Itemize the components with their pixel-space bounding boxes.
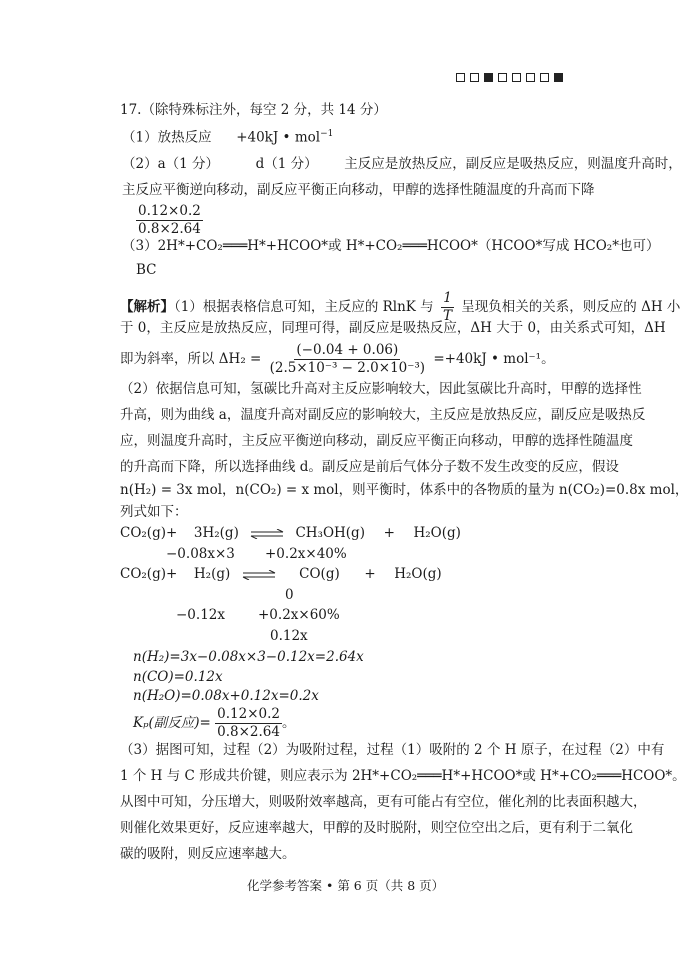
- part1-exp: −1: [320, 129, 334, 139]
- indicator-box: [456, 73, 465, 82]
- analysis-line3: [120, 342, 555, 377]
- fraction-denominator: T: [442, 307, 452, 324]
- reaction1: [120, 527, 461, 541]
- analysis-p2-line: 升高，则为曲线 a，温度升高对副反应的影响较大，主反应是放热反应，副反应是吸热反: [120, 407, 646, 423]
- assumption-line: n(H₂) = 3x mol，n(CO₂) = x mol，则平衡时，体系中的各物质的量为 n(CO₂)=0.8x mol，: [120, 482, 689, 498]
- kp-end: 。: [281, 714, 296, 731]
- kp-label: Kₚ(副反应)=: [133, 714, 211, 731]
- part2-fraction: [136, 203, 203, 238]
- reaction1-change-b: +0.2x×40%: [265, 546, 347, 562]
- reaction-plus: +: [364, 566, 376, 582]
- part2-d: d（1 分）: [255, 156, 318, 172]
- page-indicator-boxes: [456, 73, 563, 82]
- analysis-p3-line: （3）据图可知，过程（2）为吸附过程，过程（1）吸附的 2 个 H 原子，在过程（2）中有: [120, 742, 665, 758]
- analysis-p3-line: 从图中可知，分压增大，则吸附效率越高，更有可能占有空位，催化剂的比表面积越大，: [120, 794, 647, 810]
- analysis-text: （1）根据表格信息可知，主反应的 RlnK 与: [174, 298, 434, 315]
- part2-label: （2）a（1 分）: [122, 156, 220, 172]
- analysis-p2-line: （2）依据信息可知，氢碳比升高对主反应影响较大，因此氢碳比升高时，甲醇的选择性: [120, 381, 642, 397]
- fraction-denominator: (2.5×10⁻³ − 2.0×10⁻³): [269, 359, 426, 376]
- part3-answer: BC: [136, 262, 157, 278]
- reaction2-change-b: +0.2x×60%: [258, 607, 340, 623]
- fraction-numerator: (−0.04 + 0.06): [296, 342, 399, 358]
- indicator-box: [540, 73, 549, 82]
- page-footer: 化学参考答案 • 第 6 页（共 8 页）: [247, 878, 445, 893]
- reaction2-change-a: −0.12x: [176, 607, 225, 623]
- reaction2: [120, 568, 442, 582]
- reversible-arrow-icon: [241, 570, 277, 580]
- reaction-term: H₂O(g): [413, 525, 461, 541]
- analysis-label: 【解析】: [120, 298, 174, 315]
- reaction-term: H₂O(g): [394, 566, 442, 582]
- calc-line: n(H₂)=3x−0.08x×3−0.12x=2.64x: [133, 649, 364, 665]
- question-title: 17.（除特殊标注外，每空 2 分，共 14 分）: [120, 102, 387, 118]
- analysis-text: =+40kJ • mol⁻¹。: [433, 350, 555, 367]
- indicator-box: [498, 73, 507, 82]
- analysis-text: 呈现负相关的关系，则反应的 ΔH 小: [461, 298, 681, 315]
- analysis-p3-line: 则催化效果更好，反应速率越大，甲醇的及时脱附，则空位空出之后，更有利于二氧化: [120, 820, 633, 836]
- analysis-p3-line: 碳的吸附，则反应速率越大。: [120, 846, 296, 862]
- fraction-numerator: 1: [443, 290, 452, 306]
- reaction1-change-a: −0.08x×3: [166, 546, 235, 562]
- fraction-denominator: 0.8×2.64: [217, 723, 280, 740]
- kp-line: [133, 706, 295, 741]
- reaction-term: H₂(g): [193, 566, 231, 582]
- calc-line: n(H₂O)=0.08x+0.12x=0.2x: [133, 688, 319, 704]
- list-intro: 列式如下：: [120, 504, 188, 520]
- calc-line: n(CO)=0.12x: [133, 669, 223, 685]
- reaction-term: CO₂(g)+: [120, 566, 178, 582]
- reaction-plus: +: [383, 525, 395, 541]
- part1-label: （1）放热反应: [122, 129, 212, 146]
- fraction-denominator: 0.8×2.64: [138, 220, 201, 237]
- analysis-p2-line: 的升高而下降，所以选择曲线 d。副反应是前后气体分子数不发生改变的反应，假设: [120, 459, 619, 475]
- part3-line: （3）2H*+CO₂═══H*+HCOO*或 H*+CO₂═══HCOO*（HCOO*写成 HCO₂*也可）: [122, 238, 660, 254]
- fraction-numerator: 0.12×0.2: [138, 203, 201, 219]
- reaction2-result: 0.12x: [270, 628, 308, 644]
- indicator-box: [512, 73, 521, 82]
- reversible-arrow-icon: [249, 529, 285, 539]
- reaction-term: 3H₂(g): [193, 525, 239, 541]
- part2-text1: 主反应是放热反应，副反应是吸热反应，则温度升高时，: [344, 156, 682, 172]
- indicator-box-filled: [554, 73, 563, 82]
- indicator-box: [470, 73, 479, 82]
- indicator-box-filled: [484, 73, 493, 82]
- analysis-p3-line: 1 个 H 与 C 形成共价键，则应表示为 2H*+CO₂═══H*+HCOO*或 H*+CO₂═══HCOO*。: [120, 768, 686, 784]
- reaction-term: CH₃OH(g): [295, 525, 365, 541]
- reaction-term: CO(g): [299, 566, 340, 582]
- part2-text2: 主反应平衡逆向移动，副反应平衡正向移动，甲醇的选择性随温度的升高而下降: [122, 182, 595, 198]
- analysis-text: 即为斜率，所以 ΔH₂ =: [120, 350, 262, 367]
- part1-value: +40kJ • mol: [236, 129, 321, 146]
- answer-part2-line1: [122, 158, 682, 172]
- indicator-box: [526, 73, 535, 82]
- analysis-p2-line: 应，则温度升高时，主反应平衡逆向移动，副反应平衡正向移动，甲醇的选择性随温度: [120, 433, 633, 449]
- fraction-numerator: 0.12×0.2: [217, 706, 280, 722]
- reaction-term: CO₂(g)+: [120, 525, 178, 541]
- answer-part1: [122, 130, 333, 145]
- analysis-line2: 于 0，主反应是放热反应，同理可得，副反应是吸热反应，ΔH 大于 0，由关系式可知，ΔH: [120, 320, 666, 336]
- reaction2-zero: 0: [285, 587, 294, 603]
